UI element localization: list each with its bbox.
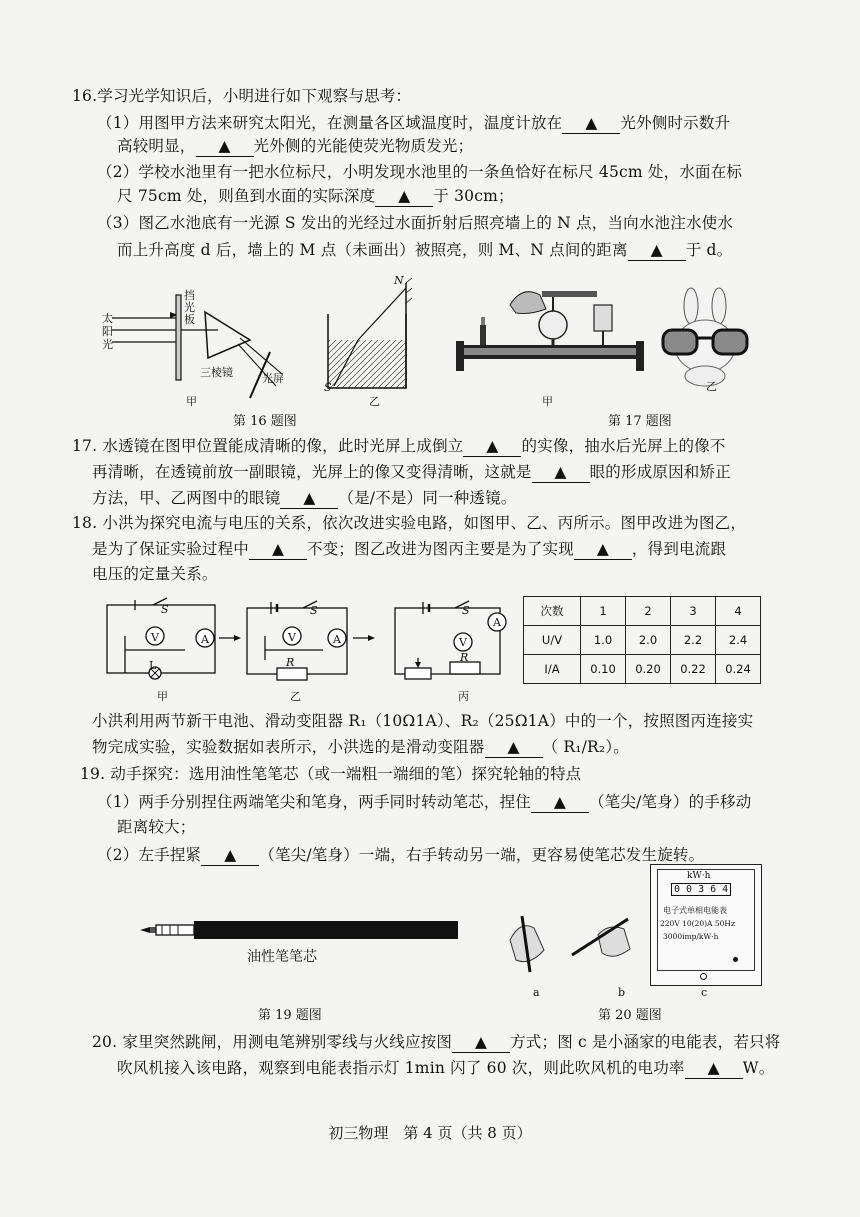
q20-line1: 20. 家里突然跳闸，用测电笔辨别零线与火线应按图 ▲ 方式；图 c 是小涵家的电能表，若只将 <box>92 1033 781 1051</box>
q18-data-table <box>523 596 761 684</box>
table-header-row: 次数 1 2 3 4 <box>524 597 761 626</box>
answer-blank[interactable]: ▲ <box>280 488 338 509</box>
fig17-jia-label: 甲 <box>542 395 553 408</box>
meter-unit-label: kW·h <box>687 871 711 881</box>
fig17-yi-label: 乙 <box>706 380 717 393</box>
fig16-caption: 第 16 题图 <box>233 414 297 429</box>
answer-blank[interactable]: ▲ <box>196 136 254 157</box>
answer-blank[interactable]: ▲ <box>532 462 590 483</box>
switch-label: S <box>310 604 318 617</box>
q18-line4: 小洪利用两节新干电池、滑动变阻器 R₁（10Ω1A）、R₂（25Ω1A）中的一个，按照图丙连接实 <box>92 712 754 730</box>
fig16-jia-label: 甲 <box>186 395 197 408</box>
circuit-jia-label: 甲 <box>157 690 168 703</box>
test-pen-method-a <box>500 910 560 980</box>
circuit-yi-label: 乙 <box>290 690 301 703</box>
sun-label: 太阳光 <box>102 312 113 351</box>
fig17-optical-bench <box>450 285 650 395</box>
fig20-a-label: a <box>533 986 540 999</box>
q19-line1: 19. 动手探究：选用油性笔笔芯（或一端粗一端细的笔）探究轮轴的特点 <box>80 765 582 783</box>
energy-meter <box>650 864 762 986</box>
q16-part1-line1: （1）用图甲方法来研究太阳光，在测量各区域温度时，温度计放在 ▲ 光外侧时示数升 <box>97 114 731 132</box>
answer-blank[interactable]: ▲ <box>531 792 589 813</box>
meter-indicator-light <box>733 957 738 962</box>
fig16-water-tank-diagram <box>320 278 430 398</box>
answer-blank[interactable]: ▲ <box>463 436 521 457</box>
q19-line3: 距离较大； <box>117 818 196 836</box>
q18-line2: 是为了保证实验过程中 ▲ 不变；图乙改进为图丙主要是为了实现 ▲ ，得到电流跟 <box>92 540 727 558</box>
pen-refill-figure <box>140 915 460 945</box>
q19-line4: （2）左手捏紧 ▲ （笔尖/笔身）一端，右手转动另一端，更容易使笔芯发生旋转。 <box>97 846 705 864</box>
q16-part3-line2: 而上升高度 d 后，墙上的 M 点（未画出）被照亮，则 M、N 点间的距离 ▲ 于 d。 <box>117 241 733 259</box>
fig20-c-label: c <box>701 986 708 999</box>
meter-screw <box>700 973 707 980</box>
table-row: U/V 1.0 2.0 2.2 2.4 <box>524 626 761 655</box>
circuit-bing-label: 丙 <box>458 690 469 703</box>
q17-line2: 再清晰，在透镜前放一副眼镜，光屏上的像又变得清晰，这就是 ▲ 眼的形成原因和矫正 <box>92 463 731 481</box>
q18-line5: 物完成实验，实验数据如表所示，小洪选的是滑动变阻器 ▲ （ R₁/R₂）。 <box>92 738 629 756</box>
screen-label: 光屏 <box>262 372 284 385</box>
q19-line2: （1）两手分别捏住两端笔尖和笔身，两手同时转动笔芯，捏住 ▲ （笔尖/笔身）的手移动 <box>97 793 752 811</box>
q18-line3: 电压的定量关系。 <box>92 565 218 583</box>
voltmeter-label: V <box>459 636 467 649</box>
meter-title: 电子式单相电能表 <box>663 906 727 915</box>
q17-line3: 方法，甲、乙两图中的眼镜 ▲ （是/不是）同一种透镜。 <box>92 489 517 507</box>
prism-label: 三棱镜 <box>200 366 233 379</box>
resistor-label: R <box>460 651 469 664</box>
fig17-caption: 第 17 题图 <box>608 414 672 429</box>
q20-line2: 吹风机接入该电路，观察到电能表指示灯 1min 闪了 60 次，则此吹风机的电功率 ▲ W。 <box>117 1059 775 1077</box>
q16-part1-line2: 高较明显， ▲ 光外侧的光能使荧光物质发光； <box>117 137 474 155</box>
fig19-caption: 第 19 题图 <box>258 1008 322 1023</box>
answer-blank[interactable]: ▲ <box>574 539 632 560</box>
page-footer: 初三物理 第 4 页（共 8 页） <box>328 1124 532 1142</box>
ammeter-label: A <box>493 616 501 629</box>
voltmeter-label: V <box>151 631 159 644</box>
answer-blank[interactable]: ▲ <box>628 240 686 261</box>
q16-part3-line1: （3）图乙水池底有一光源 S 发出的光经过水面折射后照亮墙上的 N 点，当向水池注水使水 <box>97 214 734 232</box>
meter-reading: 0 0 3 6 4 <box>671 883 731 896</box>
ammeter-label: A <box>201 633 209 646</box>
meter-imp: 3000imp/kW·h <box>663 932 719 941</box>
resistor-label: R <box>286 656 295 669</box>
q18-line1: 18. 小洪为探究电流与电压的关系，依次改进实验电路，如图甲、乙、丙所示。图甲改进为图乙， <box>72 514 747 532</box>
answer-blank[interactable]: ▲ <box>562 113 620 134</box>
fig20-caption: 第 20 题图 <box>598 1008 662 1023</box>
meter-spec: 220V 10(20)A 50Hz <box>660 919 735 928</box>
answer-blank[interactable]: ▲ <box>201 845 259 866</box>
fig17-bunny-glasses <box>655 288 755 388</box>
s-label: S <box>324 381 332 394</box>
q16-part2-line2: 尺 75cm 处，则鱼到水面的实际深度 ▲ 于 30cm； <box>117 187 514 205</box>
answer-blank[interactable]: ▲ <box>249 539 307 560</box>
fig16-yi-label: 乙 <box>369 395 380 408</box>
answer-blank[interactable]: ▲ <box>375 186 433 207</box>
test-pen-method-b <box>568 905 648 975</box>
voltmeter-label: V <box>288 631 296 644</box>
q16-part2-line1: （2）学校水池里有一把水位标尺，小明发现水池里的一条鱼恰好在标尺 45cm 处，水面在标 <box>97 163 743 181</box>
ammeter-label: A <box>333 633 341 646</box>
answer-blank[interactable]: ▲ <box>685 1058 743 1079</box>
answer-blank[interactable]: ▲ <box>452 1032 510 1053</box>
pen-label: 油性笔笔芯 <box>247 949 317 965</box>
switch-label: S <box>161 603 169 616</box>
switch-label: S <box>462 604 470 617</box>
answer-blank[interactable]: ▲ <box>485 737 543 758</box>
n-label: N <box>394 274 404 287</box>
board-label: 挡光板 <box>184 289 195 326</box>
lamp-label: L <box>149 659 157 672</box>
fig20-b-label: b <box>618 986 626 999</box>
q16-stem: 16.学习光学知识后，小明进行如下观察与思考： <box>72 87 412 105</box>
table-row: I/A 0.10 0.20 0.22 0.24 <box>524 655 761 684</box>
q17-line1: 17. 水透镜在图甲位置能成清晰的像，此时光屏上成倒立 ▲ 的实像，抽水后光屏上的像不 <box>72 437 726 455</box>
